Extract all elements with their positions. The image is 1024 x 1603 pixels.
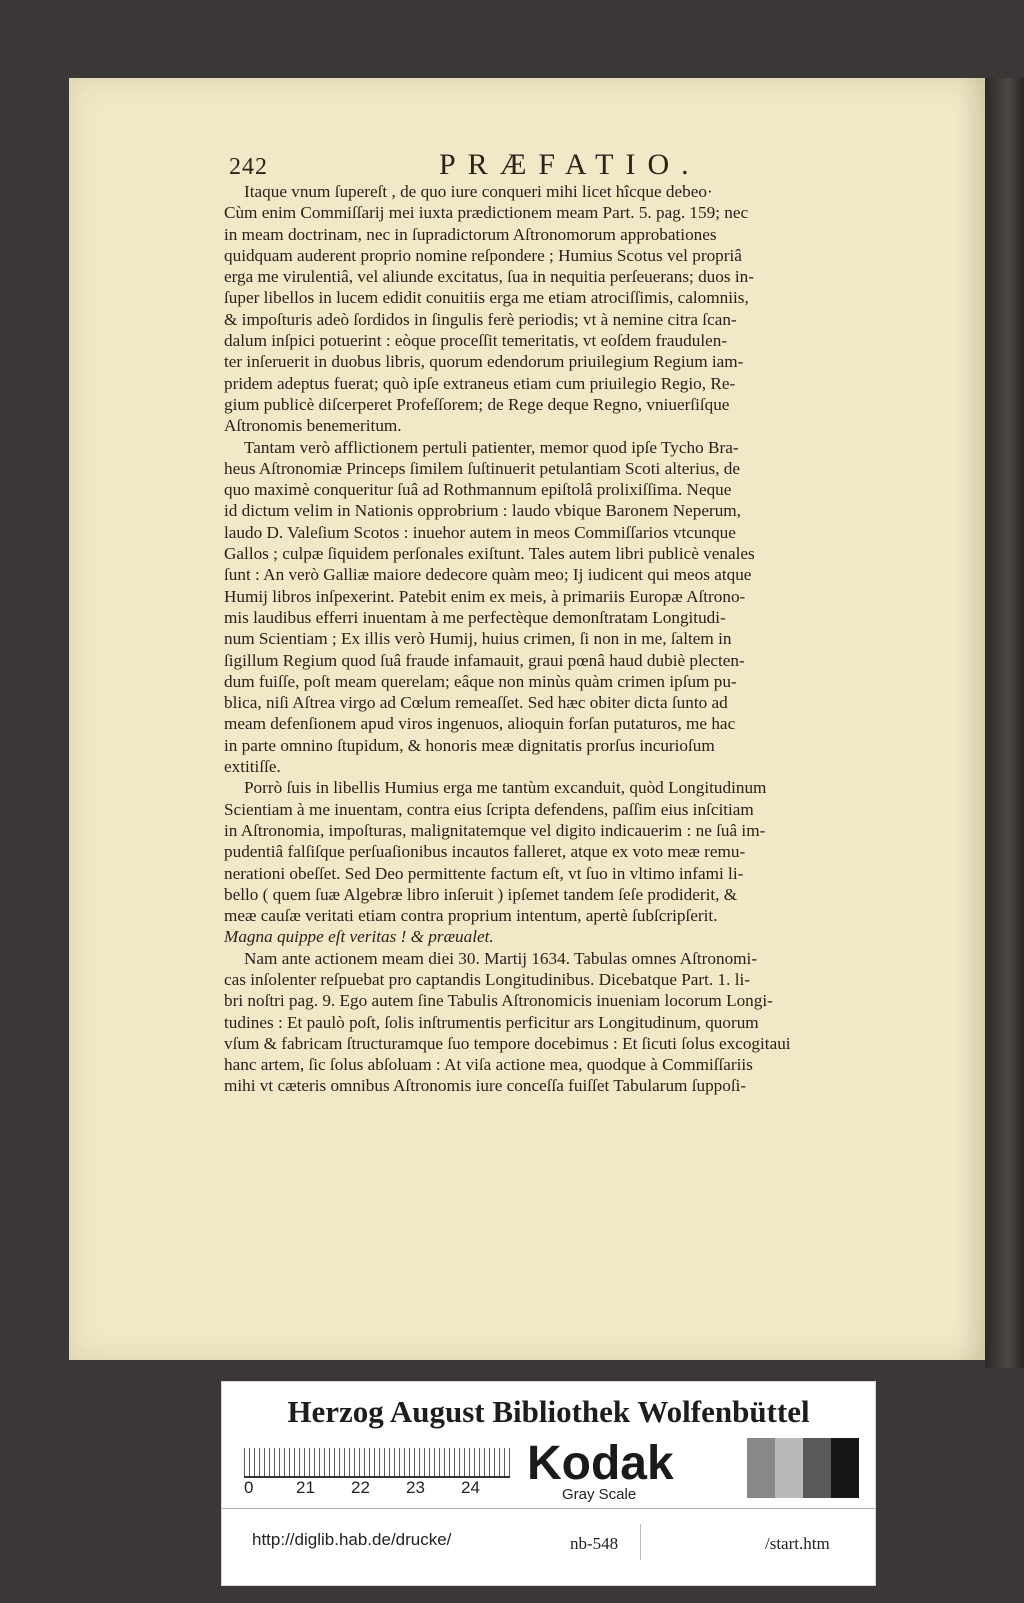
ruler-number: 23 xyxy=(406,1478,425,1497)
ruler-number: 21 xyxy=(296,1478,315,1497)
text-line: dum fuiſſe, poſt meam querelam; eâque non minùs quàm crimen ipſum pu- xyxy=(224,671,737,691)
text-line: vſum & fabricam ſtructuramque ſuo tempore docebimus : Et ſicuti ſolus excogitaui xyxy=(224,1033,791,1053)
grayscale-label: Gray Scale xyxy=(562,1486,637,1503)
text-line: pudentiâ falſiſque perſuaſionibus incautos falleret, atque ex voto meæ remu- xyxy=(224,842,746,862)
text-line: bri noſtri pag. 9. Ego autem ſine Tabulis Aſtronomicis inueniam locorum Longi- xyxy=(224,991,773,1011)
text-line: pridem adeptus fuerat; quò ipſe extraneus etiam cum priuilegio Regio, Re- xyxy=(224,373,736,393)
book-page xyxy=(69,78,985,1360)
text-line: erga me virulentiâ, vel aliunde excitatus, ſua in nequitia perſeuerans; duos in- xyxy=(224,267,754,287)
text-line: in Aſtronomia, impoſturas, malignitatemque vel digito indicauerim : ne ſuâ im- xyxy=(224,820,766,840)
text-line: Cùm enim Commiſſarij mei iuxta prædictionem meam Part. 5. pag. 159; nec xyxy=(224,203,749,223)
text-line: Aſtronomis benemeritum. xyxy=(224,416,402,436)
body-text xyxy=(224,181,962,1097)
text-line: meæ cauſæ veritati etiam contra proprium intentum, apertè ſubſcripſerit. xyxy=(224,906,718,926)
text-line: extitiſſe. xyxy=(224,757,281,777)
text-line: bello ( quem ſuæ Algebræ libro inſeruit ) ipſemet tandem ſeſe prodiderit, & xyxy=(224,884,738,904)
text-line: meam defenſionem apud viros ingenuos, alioquin forſan putaturos, me hac xyxy=(224,714,736,734)
text-line: in meam doctrinam, nec in ſupradictorum Aſtronomorum approbationes xyxy=(224,224,717,244)
text-line: num Scientiam ; Ex illis verò Humij, huius crimen, ſi non in me, ſaltem in xyxy=(224,629,732,649)
text-line: Nam ante actionem meam diei 30. Martij 1634. Tabulas omnes Aſtronomi- xyxy=(244,948,758,968)
gray-swatch xyxy=(775,1438,803,1498)
text-line: mihi vt cæteris omnibus Aſtronomis iure conceſſa fuiſſet Tabularum ſuppoſi- xyxy=(224,1076,747,1096)
text-line: laudo D. Valeſium Scotos : inuehor autem in meos Commiſſarios vtcunque xyxy=(224,522,736,542)
ruler-numbers xyxy=(244,1478,514,1502)
library-name: Herzog August Bibliothek Wolfenbüttel xyxy=(287,1394,810,1429)
text-line: & impoſturis adeò ſordidos in ſingulis ferè periodis; vt à nemine citra ſcan- xyxy=(224,309,737,329)
text-line: nerationi obeſſet. Sed Deo permittente factum eſt, vt ſuo in vltimo infami li- xyxy=(224,863,744,883)
target-divider xyxy=(222,1508,875,1509)
text-line: quo maximè conqueritur ſuâ ad Rothmannum epiſtolâ prolixiſſima. Neque xyxy=(224,480,732,500)
text-line: Tantam verò afflictionem pertuli patienter, memor quod ipſe Tycho Bra- xyxy=(244,437,739,457)
source-url: http://diglib.hab.de/drucke/ xyxy=(252,1530,452,1549)
ruler-number: 0 xyxy=(244,1478,254,1497)
page-number: 242 xyxy=(229,154,268,180)
gray-swatch xyxy=(831,1438,859,1498)
text-line: ter inſeruerit in duobus libris, quorum edendorum priuilegium Regium iam- xyxy=(224,352,744,372)
text-line: quidquam auderent proprio nomine reſpondere ; Humius Scotus vel propriâ xyxy=(224,245,742,265)
text-line: hanc artem, ſic ſolus abſoluam : At viſa actione mea, quodque à Commiſſariis xyxy=(224,1055,753,1075)
text-line: id dictum velim in Nationis opprobrium : laudo vbique Baronem Neperum, xyxy=(224,501,741,521)
text-line: Gallos ; culpæ ſiquidem perſonales exiſtunt. Tales autem libri publicè venales xyxy=(224,544,755,564)
text-line: gium publicè diſcerperet Profeſſorem; de Rege deque Regno, vniuerſiſque xyxy=(224,394,730,414)
kodak-logo: Kodak xyxy=(527,1437,674,1490)
text-line: mis laudibus efferri inuentam à me perfectèque demonſtratam Longitudi- xyxy=(224,607,726,627)
text-line: in parte omnino ſtupidum, & honoris meæ dignitatis prorſus incurioſum xyxy=(224,735,715,755)
text-line: Scientiam à me inuentam, contra eius ſcripta defendens, paſſim eius inſcitiam xyxy=(224,799,754,819)
text-line: Humij libros inſpexerint. Patebit enim ex meis, à primariis Europæ Aſtrono- xyxy=(224,586,746,606)
text-line: Porrò ſuis in libellis Humius erga me tantùm excanduit, quòd Longitudinum xyxy=(244,778,767,798)
text-line: heus Aſtronomiæ Princeps ſimilem ſuſtinuerit petulantiam Scoti alterius, de xyxy=(224,458,741,478)
ruler-number: 24 xyxy=(461,1478,480,1497)
text-line: ſuper libellos in lucem edidit conuitiis erga me etiam atrociſſimis, calomniis, xyxy=(224,288,749,308)
shelf-code: nb-548 xyxy=(570,1534,619,1553)
text-line: blica, niſi Aſtrea virgo ad Cœlum remeaſſet. Sed hæc obiter dicta ſunto ad xyxy=(224,693,728,713)
ruler-ticks xyxy=(244,1448,510,1476)
text-line: tudines : Et paulò poſt, ſolis inſtrumentis perficitur ars Longitudinum, quorum xyxy=(224,1012,759,1032)
text-line: Itaque vnum ſupereſt , de quo iure conqueri mihi licet hîcque debeo· xyxy=(244,182,713,201)
text-line: ſunt : An verò Galliæ maiore dedecore quàm meo; Ij iudicent qui meos atque xyxy=(224,565,752,585)
gray-swatches xyxy=(747,1438,859,1498)
ruler-number: 22 xyxy=(351,1478,370,1497)
start-link-text: /start.htm xyxy=(765,1534,830,1553)
text-line: ſigillum Regium quod ſuâ fraude infamauit, graui pœnâ haud dubiè plecten- xyxy=(224,650,745,670)
gray-swatch xyxy=(803,1438,831,1498)
text-line: dalum inſpici potuerint : eòque proceſſit temeritatis, vt eoſdem fraudulen- xyxy=(224,331,728,351)
book-edge xyxy=(985,78,1024,1368)
color-target-card xyxy=(221,1381,876,1586)
running-title: PRÆFATIO. xyxy=(439,148,701,181)
gray-swatch xyxy=(747,1438,775,1498)
text-line: Magna quippe eſt veritas ! & præualet. xyxy=(224,927,494,947)
text-line: cas inſolenter reſpuebat pro captandis Longitudinibus. Dicebatque Part. 1. li- xyxy=(224,969,750,989)
target-separator xyxy=(640,1524,641,1560)
